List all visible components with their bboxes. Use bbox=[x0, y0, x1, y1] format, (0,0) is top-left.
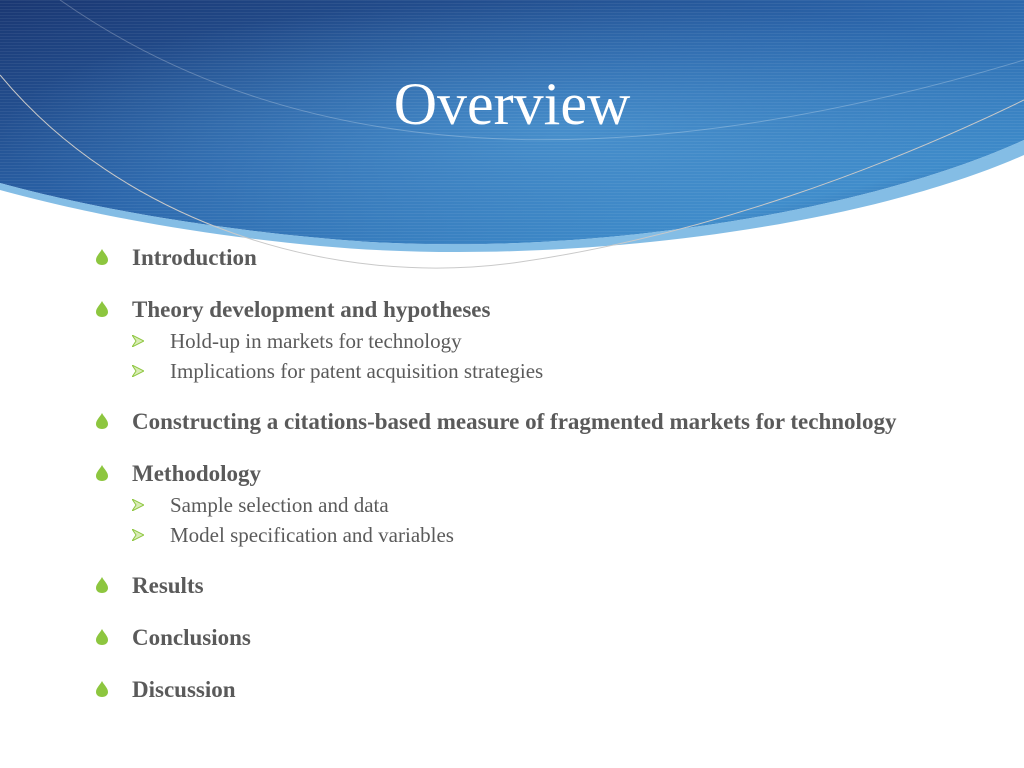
drop-bullet-icon bbox=[96, 577, 108, 593]
drop-bullet-icon bbox=[96, 249, 108, 265]
bullet-label: Results bbox=[132, 573, 204, 598]
sub-bullet-label: Implications for patent acquisition strategies bbox=[170, 359, 544, 383]
arrowhead-bullet-icon bbox=[132, 365, 144, 377]
drop-bullet-icon bbox=[96, 681, 108, 697]
drop-bullet-icon bbox=[96, 629, 108, 645]
bullet-label: Conclusions bbox=[132, 625, 251, 650]
drop-bullet-icon bbox=[96, 465, 108, 481]
bullet-label: Introduction bbox=[132, 245, 257, 270]
arrowhead-bullet-icon bbox=[132, 499, 144, 511]
drop-bullet-icon bbox=[96, 413, 108, 429]
drop-bullet-icon bbox=[96, 301, 108, 317]
bullet-label: Theory development and hypotheses bbox=[132, 297, 491, 322]
sub-bullet-label: Hold-up in markets for technology bbox=[170, 329, 462, 353]
bullet-label: Constructing a citations-based measure of fragmented markets for technology bbox=[132, 409, 897, 434]
sub-bullet-label: Model specification and variables bbox=[170, 523, 454, 547]
bullet-label: Methodology bbox=[132, 461, 262, 486]
arrowhead-bullet-icon bbox=[132, 529, 144, 541]
slide-title: Overview bbox=[393, 71, 631, 137]
arrowhead-bullet-icon bbox=[132, 335, 144, 347]
sub-bullet-label: Sample selection and data bbox=[170, 493, 389, 517]
bullet-label: Discussion bbox=[132, 677, 236, 702]
